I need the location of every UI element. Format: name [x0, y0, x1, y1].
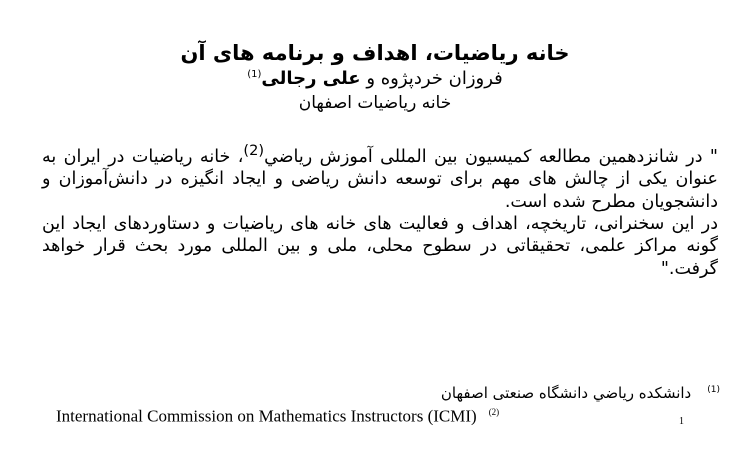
- footnote-1: [300, 380, 720, 403]
- page-number: 1: [679, 416, 684, 427]
- abstract: [42, 140, 718, 280]
- footnote-2-text: International Commission on Mathematics Instructors (ICMI): [56, 406, 477, 426]
- author-second: علی رجالی: [261, 68, 361, 89]
- abstract-p1-mark: (2): [243, 142, 265, 159]
- author-first: فروزان خردپژوه: [380, 68, 503, 89]
- authors-line: [0, 68, 750, 90]
- author-conjunction: و: [360, 68, 381, 89]
- document-title: خانه ریاضیات، اهداف و برنامه های آن: [180, 41, 570, 65]
- footnote-2: [56, 402, 696, 427]
- footnote-2-mark: (2): [488, 407, 500, 417]
- abstract-paragraph-1: [42, 140, 718, 213]
- footnote-1-mark: (1): [707, 385, 720, 395]
- abstract-p1-text: " در شانزدهمین مطالعه کمیسیون بین المللی آموزش رياضي: [264, 146, 718, 167]
- author-footnote-mark: (1): [247, 69, 262, 80]
- footnote-1-text: دانشکده رياضي دانشگاه صنعتی اصفهان: [440, 384, 692, 402]
- abstract-p1-rest: ، خانه ریاضیات در ایران به عنوان یکی از چالش های مهم برای توسعه دانش ریاضی و ایجاد انگیزه در دانش‌آموزان و دانشجویان مطرح شده است.: [42, 146, 718, 212]
- abstract-paragraph-2: در این سخنرانی، تاریخچه، اهداف و فعالیت های خانه های ریاضیات و دستاوردهای ایجاد این گونه مراکز علمی، تحقیقاتی در سطوح محلی، ملی و بین المللی مورد بحث قرار خواهد گرفت.": [42, 214, 718, 279]
- affiliation: خانه ریاضیات اصفهان: [298, 93, 452, 113]
